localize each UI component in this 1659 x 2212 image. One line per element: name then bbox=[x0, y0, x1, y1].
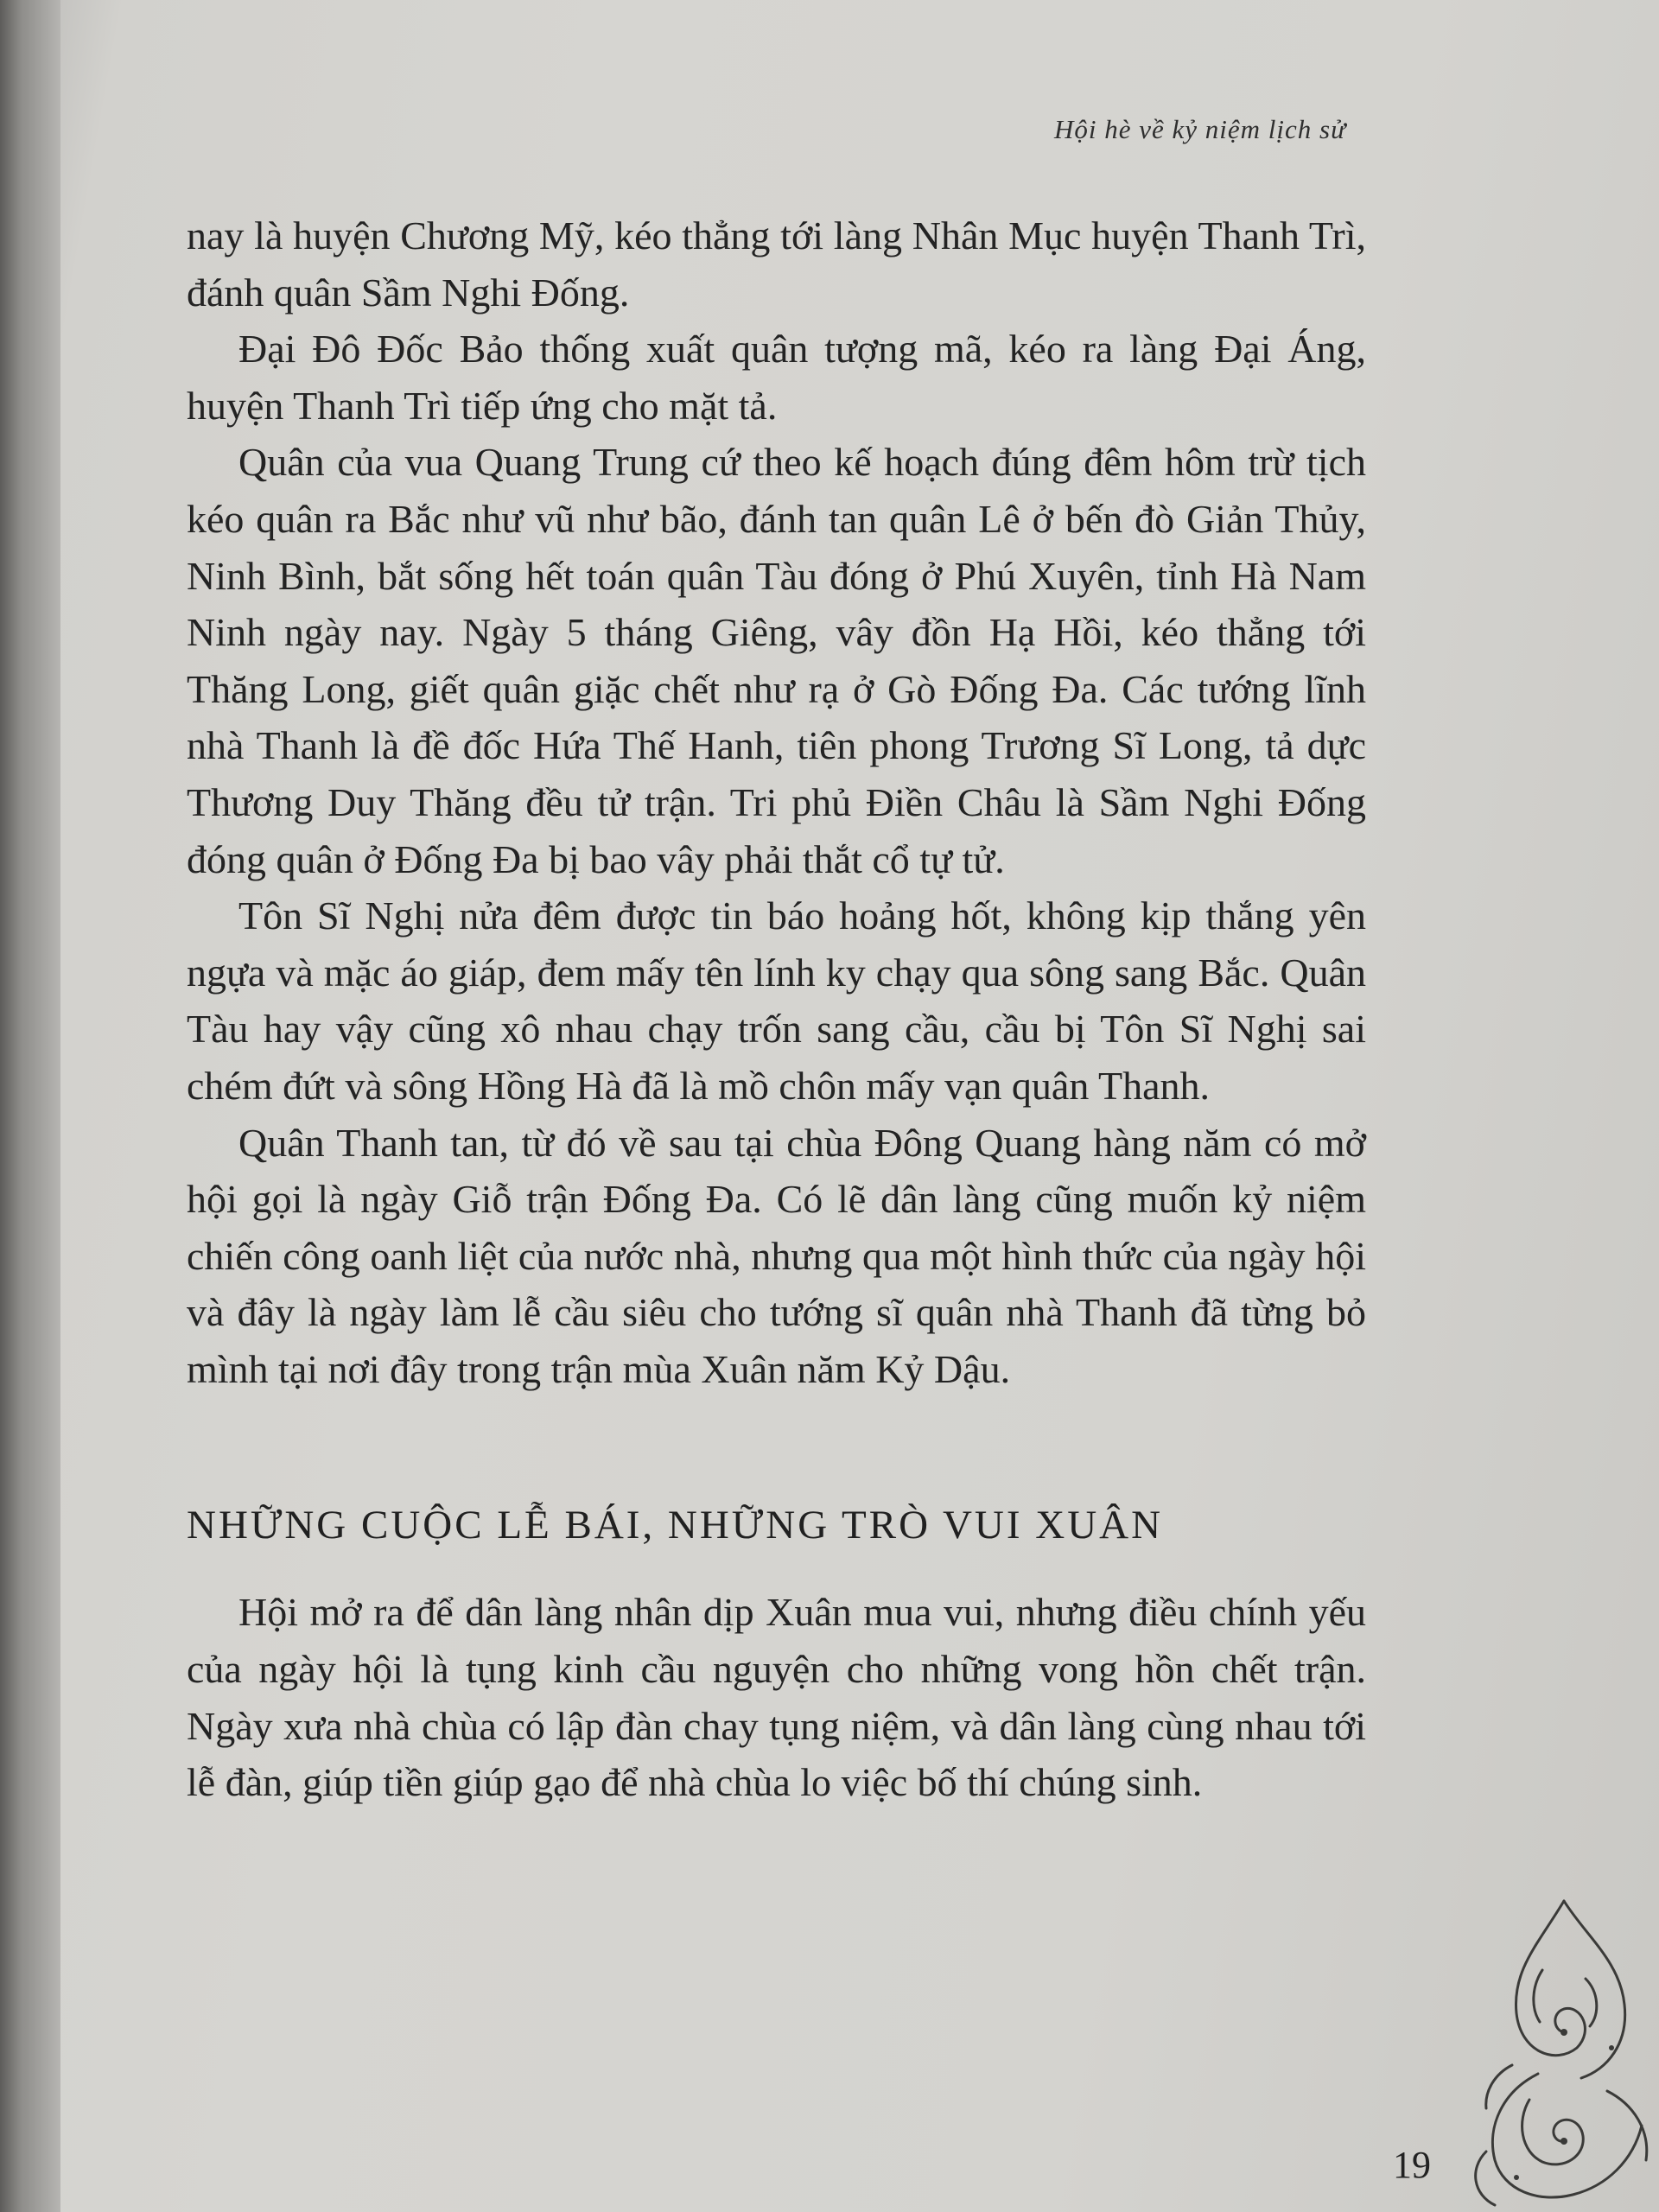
body-text bbox=[187, 207, 1366, 1811]
paragraph-6: Hội mở ra để dân làng nhân dịp Xuân mua vui, nhưng điều chính yếu của ngày hội là tụng kinh cầu nguyện cho những vong hồn chết trận. Ngày xưa nhà chùa có lập đàn chay tụng niệm, và dân làng cùng nhau tới lễ đàn, giúp tiền giúp gạo để nhà chùa lo việc bố thí chúng sinh. bbox=[187, 1590, 1366, 1805]
paragraph-5: Quân Thanh tan, từ đó về sau tại chùa Đông Quang hàng năm có mở hội gọi là ngày Giỗ trận Đống Đa. Có lẽ dân làng cũng muốn kỷ niệm chiến công oanh liệt của nước nhà, nhưng qua một hình thức của ngày hội và đây là ngày làm lễ cầu siêu cho tướng sĩ quân nhà Thanh đã từng bỏ mình tại nơi đây trong trận mùa Xuân năm Kỷ Dậu. bbox=[187, 1120, 1366, 1391]
running-header: Hội hè về kỷ niệm lịch sử bbox=[1053, 114, 1346, 144]
book-binding-shadow bbox=[0, 0, 60, 2212]
paragraph-4: Tôn Sĩ Nghị nửa đêm được tin báo hoảng hốt, không kịp thắng yên ngựa và mặc áo giáp, đem mấy tên lính ky chạy qua sông sang Bắc. Quân Tàu hay vậy cũng xô nhau chạy trốn sang cầu, cầu bị Tôn Sĩ Nghị sai chém đứt và sông Hồng Hà đã là mồ chôn mấy vạn quân Thanh. bbox=[187, 893, 1366, 1108]
flame-scroll-ornament-icon bbox=[1434, 1892, 1659, 2212]
paragraph-1: nay là huyện Chương Mỹ, kéo thẳng tới làng Nhân Mục huyện Thanh Trì, đánh quân Sầm Nghi Đống. bbox=[187, 213, 1366, 315]
section-heading: NHỮNG CUỘC LỄ BÁI, NHỮNG TRÒ VUI XUÂN bbox=[187, 1503, 1164, 1548]
paragraph-3: Quân của vua Quang Trung cứ theo kế hoạch đúng đêm hôm trừ tịch kéo quân ra Bắc như vũ như bão, đánh tan quân Lê ở bến đò Giản Thủy, Ninh Bình, bắt sống hết toán quân Tàu đóng ở Phú Xuyên, tỉnh Hà Nam Ninh ngày nay. Ngày 5 tháng Giêng, vây đồn Hạ Hồi, kéo thẳng tới Thăng Long, giết quân giặc chết như rạ ở Gò Đống Đa. Các tướng lĩnh nhà Thanh là đề đốc Hứa Thế Hanh, tiên phong Trương Sĩ Long, tả dực Thương Duy Thăng đều tử trận. Tri phủ Điền Châu là Sầm Nghi Đống đóng quân ở Đống Đa bị bao vây phải thắt cổ tự tử. bbox=[187, 440, 1366, 881]
paragraph-2: Đại Đô Đốc Bảo thống xuất quân tượng mã, kéo ra làng Đại Áng, huyện Thanh Trì tiếp ứng cho mặt tả. bbox=[187, 327, 1366, 428]
page-number: 19 bbox=[1393, 2144, 1431, 2186]
